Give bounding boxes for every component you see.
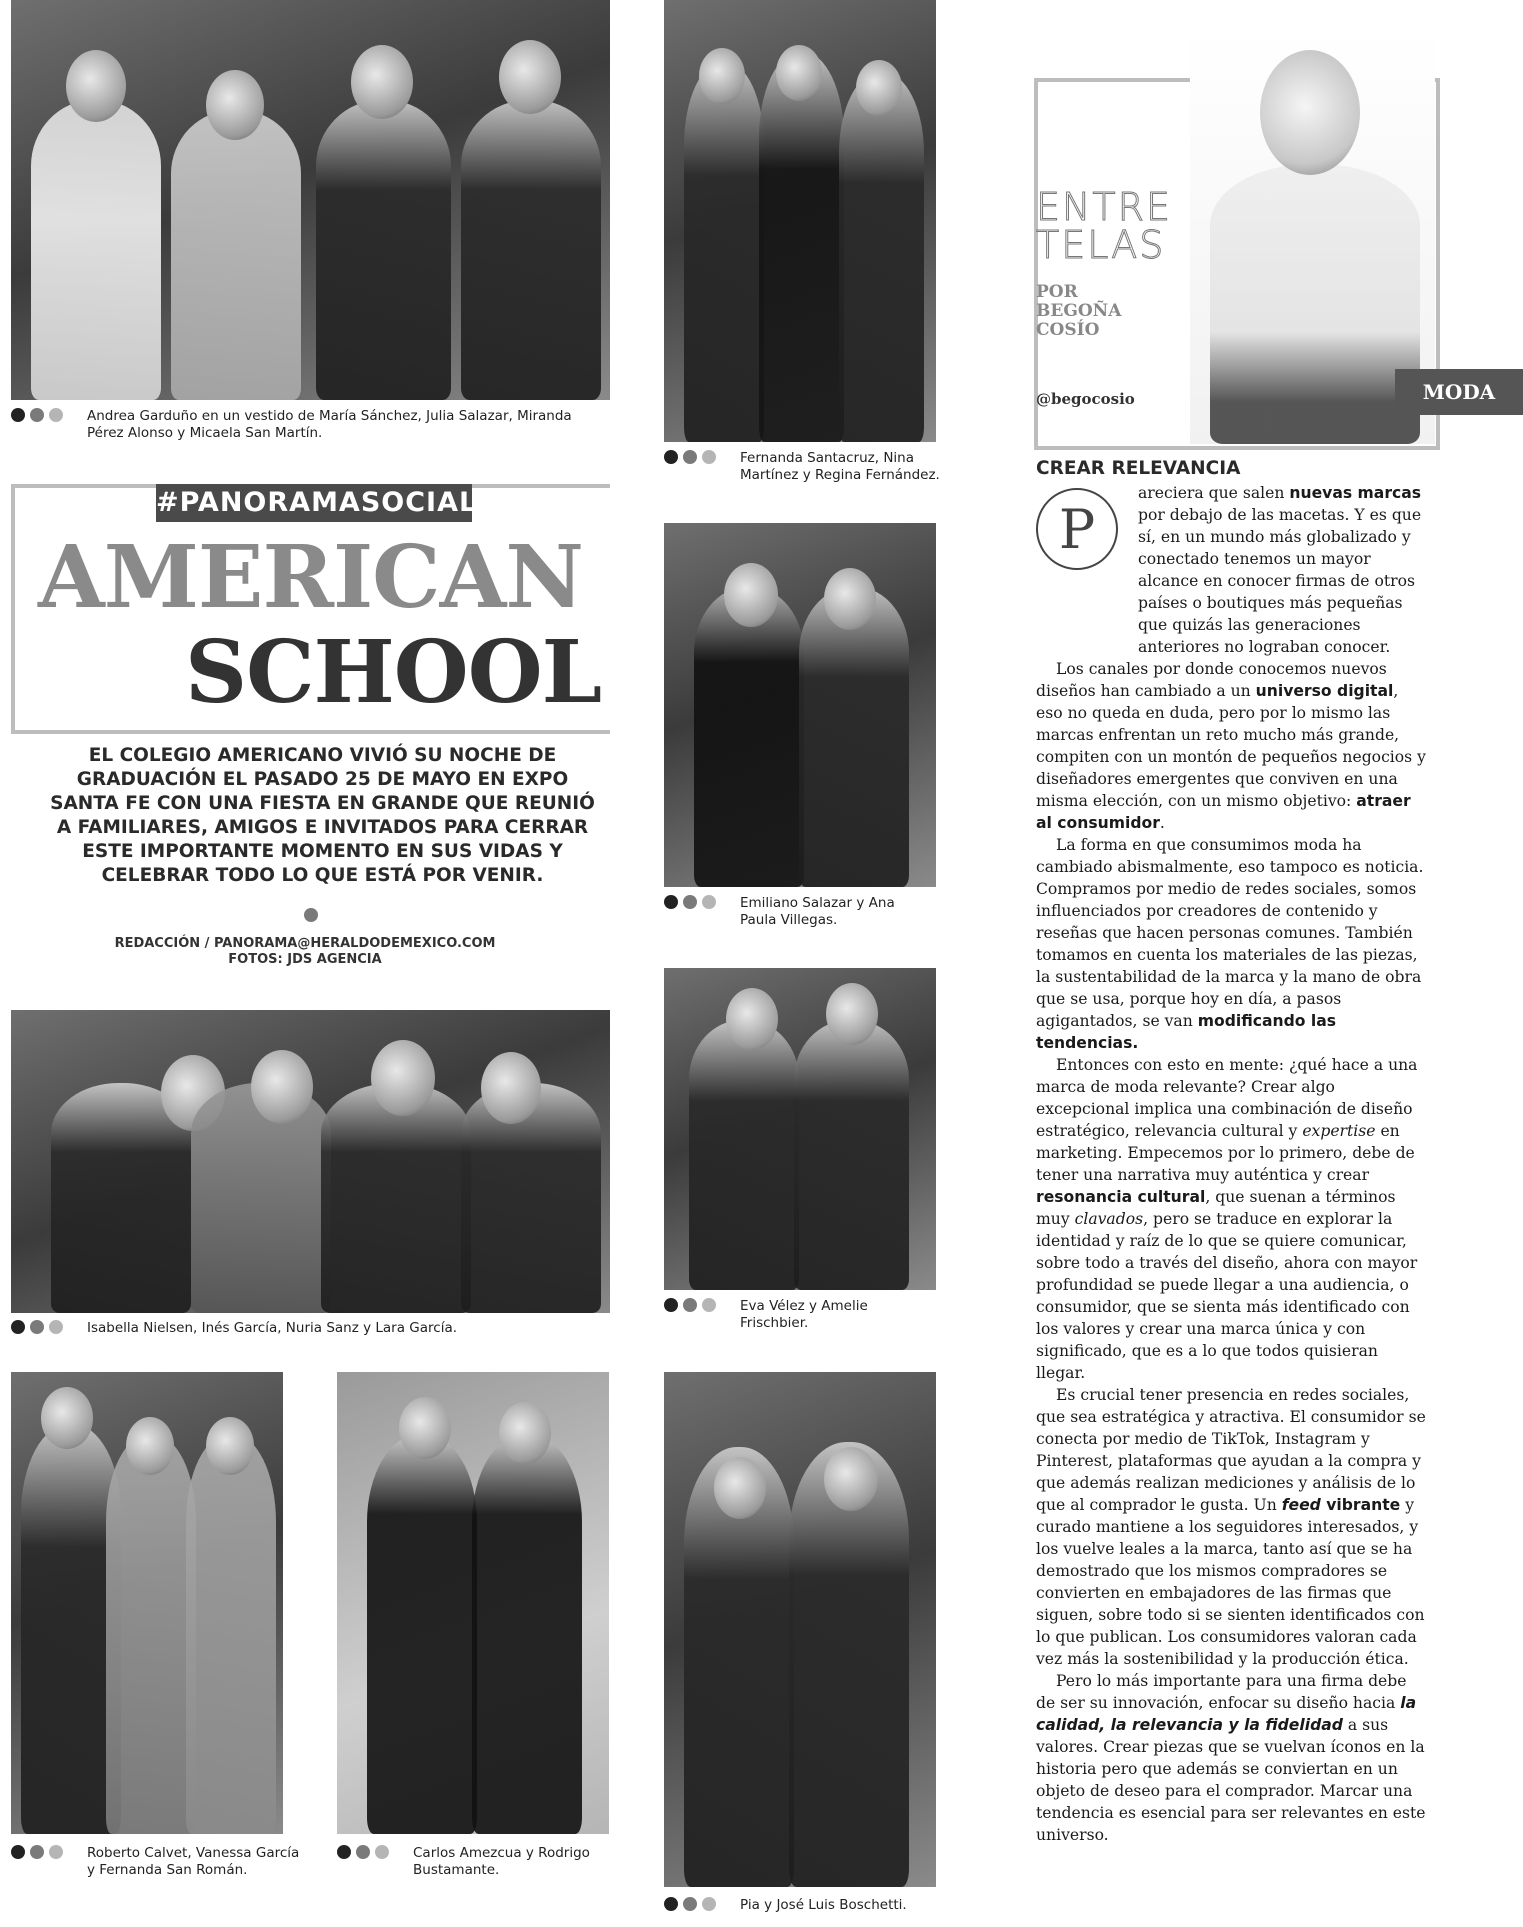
section-tag-moda: MODA <box>1395 369 1523 415</box>
column-body: areciera que salen nuevas marcas por debajo de las macetas. Y es que sí, en un mundo más globalizado y conectado tenemos un mayor alcance en conocer firmas de otros países o boutiques más pequeñas que quizás las generaciones anteriores no lograban conocer. Los canales por donde conocemos nuevos diseños han cambiado a un universo digital, eso no queda en duda, pero por lo mismo las marcas enfrentan un reto mucho más grande, compiten con un montón de pequeños negocios y diseñadores emergentes que conviven en una misma elección, con un mismo objetivo: atraer al consumidor. La forma en que consumimos moda ha cambiado abismalmente, eso tampoco es noticia. Compramos por medio de redes sociales, somos influenciados por creadores de contenido y reseñas que hacen personas comunes. También tomamos en cuenta los materiales de las piezas, la sustentabilidad de la marca y la mano de obra que se usa, porque hoy en día, a pasos agigantados, se van modificando las tendencias. Entonces con esto en mente: ¿qué hace a una marca de moda relevante? Crear algo excepcional implica una combinación de diseño estratégico, relevancia cultural y expertise en marketing. Empecemos por lo primero, debe de tener una narrativa muy auténtica y crear resonancia cultural, que suenan a términos muy clavados, pero se traduce en explorar la identidad y raíz de lo que se quiere comunicar, sobre todo a través del diseño, ahora con mayor profundidad se puede llegar a una audiencia, o consumidor, que se sienta más identificado con los valores y crear una marca única y con significado, que es a lo que todos quisieran llegar. Es crucial tener presencia en redes sociales, que sea estratégica y atractiva. El consumidor se conecta por medio de TikTok, Instagram y Pinterest, plataformas que ayudan a la compra y que además realizan mediciones y análisis de lo que al comprador le gusta. Un feed vibrante y curado mantiene a los seguidores interesados, y los vuelve leales a la marca, tanto así que se ha demostrado que los mismos compradores se convierten en embajadores de las firmas que siguen, sobre todo si se sienten identificados con lo que publican. Los consumidores valoran cada vez más la sostenibilidad y la producción ética. Pero lo más importante para una firma debe de ser su innovación, enfocar su diseño hacia la calidad, la relevancia y la fidelidad a sus valores. Crear piezas que se vuelvan íconos en la historia pero que además se conviertan en un objeto de deseo para el comprador. Marcar una tendencia es esencial para ser relevantes en este universo. <box>1036 484 1426 1844</box>
caption-dots <box>11 1320 63 1334</box>
caption-photo-4: Isabella Nielsen, Inés García, Nuria Sanz y Lara García. <box>87 1320 458 1336</box>
caption-photo-8: Pia y José Luis Boschetti. <box>740 1897 907 1913</box>
photo-group-four-women <box>11 0 610 400</box>
photo-group-four-women-2 <box>11 1010 610 1313</box>
caption-dots <box>11 1845 63 1859</box>
photo-family-three <box>11 1372 283 1834</box>
byline-author-1: BEGOÑA <box>1036 301 1122 321</box>
caption-dots <box>11 408 63 422</box>
photo-two-women <box>664 968 936 1290</box>
photo-couple-2 <box>664 1372 936 1887</box>
separator-dot <box>304 908 318 922</box>
caption-photo-2: Fernanda Santacruz, Nina Martínez y Regina Fernández. <box>740 450 940 483</box>
caption-photo-7: Carlos Amezcua y Rodrigo Bustamante. <box>413 1845 590 1878</box>
credit-fotos: FOTOS: JDS AGENCIA <box>228 952 382 967</box>
lead-paragraph: EL COLEGIO AMERICANO VIVIÓ SU NOCHE DE GRADUACIÓN EL PASADO 25 DE MAYO EN EXPO SANTA FE CON UNA FIESTA EN GRANDE QUE REUNIÓ A FAMILIARES, AMIGOS E INVITADOS PARA CERRAR ESTE IMPORTANTE MOMENTO EN SUS VIDAS Y CELEBRAR TODO LO QUE ESTÁ POR VENIR. <box>50 745 595 886</box>
caption-photo-3: Emiliano Salazar y Ana Paula Villegas. <box>740 895 895 928</box>
column-title-entre: ENTRE <box>1036 185 1173 229</box>
caption-dots <box>337 1845 389 1859</box>
caption-photo-1: Andrea Garduño en un vestido de María Sánchez, Julia Salazar, Miranda Pérez Alonso y Micaela San Martín. <box>87 408 572 441</box>
byline-por: POR <box>1036 282 1078 302</box>
caption-dots <box>664 1897 716 1911</box>
caption-dots <box>664 1298 716 1312</box>
caption-photo-5: Eva Vélez y Amelie Frischbier. <box>740 1298 868 1331</box>
byline-author-2: COSÍO <box>1036 320 1100 340</box>
headline-school: SCHOOL <box>185 622 602 723</box>
hashtag-banner: #PANORAMASOCIAL <box>156 484 472 522</box>
column-title-telas: TELAS <box>1036 223 1166 267</box>
caption-dots <box>664 450 716 464</box>
headline-american: AMERICAN <box>38 527 583 628</box>
photo-two-men <box>337 1372 609 1834</box>
photo-three-women <box>664 0 936 442</box>
caption-dots <box>664 895 716 909</box>
caption-photo-6: Roberto Calvet, Vanessa García y Fernanda San Román. <box>87 1845 300 1878</box>
column-headline: CREAR RELEVANCIA <box>1036 458 1241 479</box>
credit-redaccion: REDACCIÓN / PANORAMA@HERALDODEMEXICO.COM <box>114 936 496 951</box>
dropcap: P <box>1036 488 1118 570</box>
photo-couple-1 <box>664 523 936 887</box>
author-handle: @begocosio <box>1036 390 1135 408</box>
